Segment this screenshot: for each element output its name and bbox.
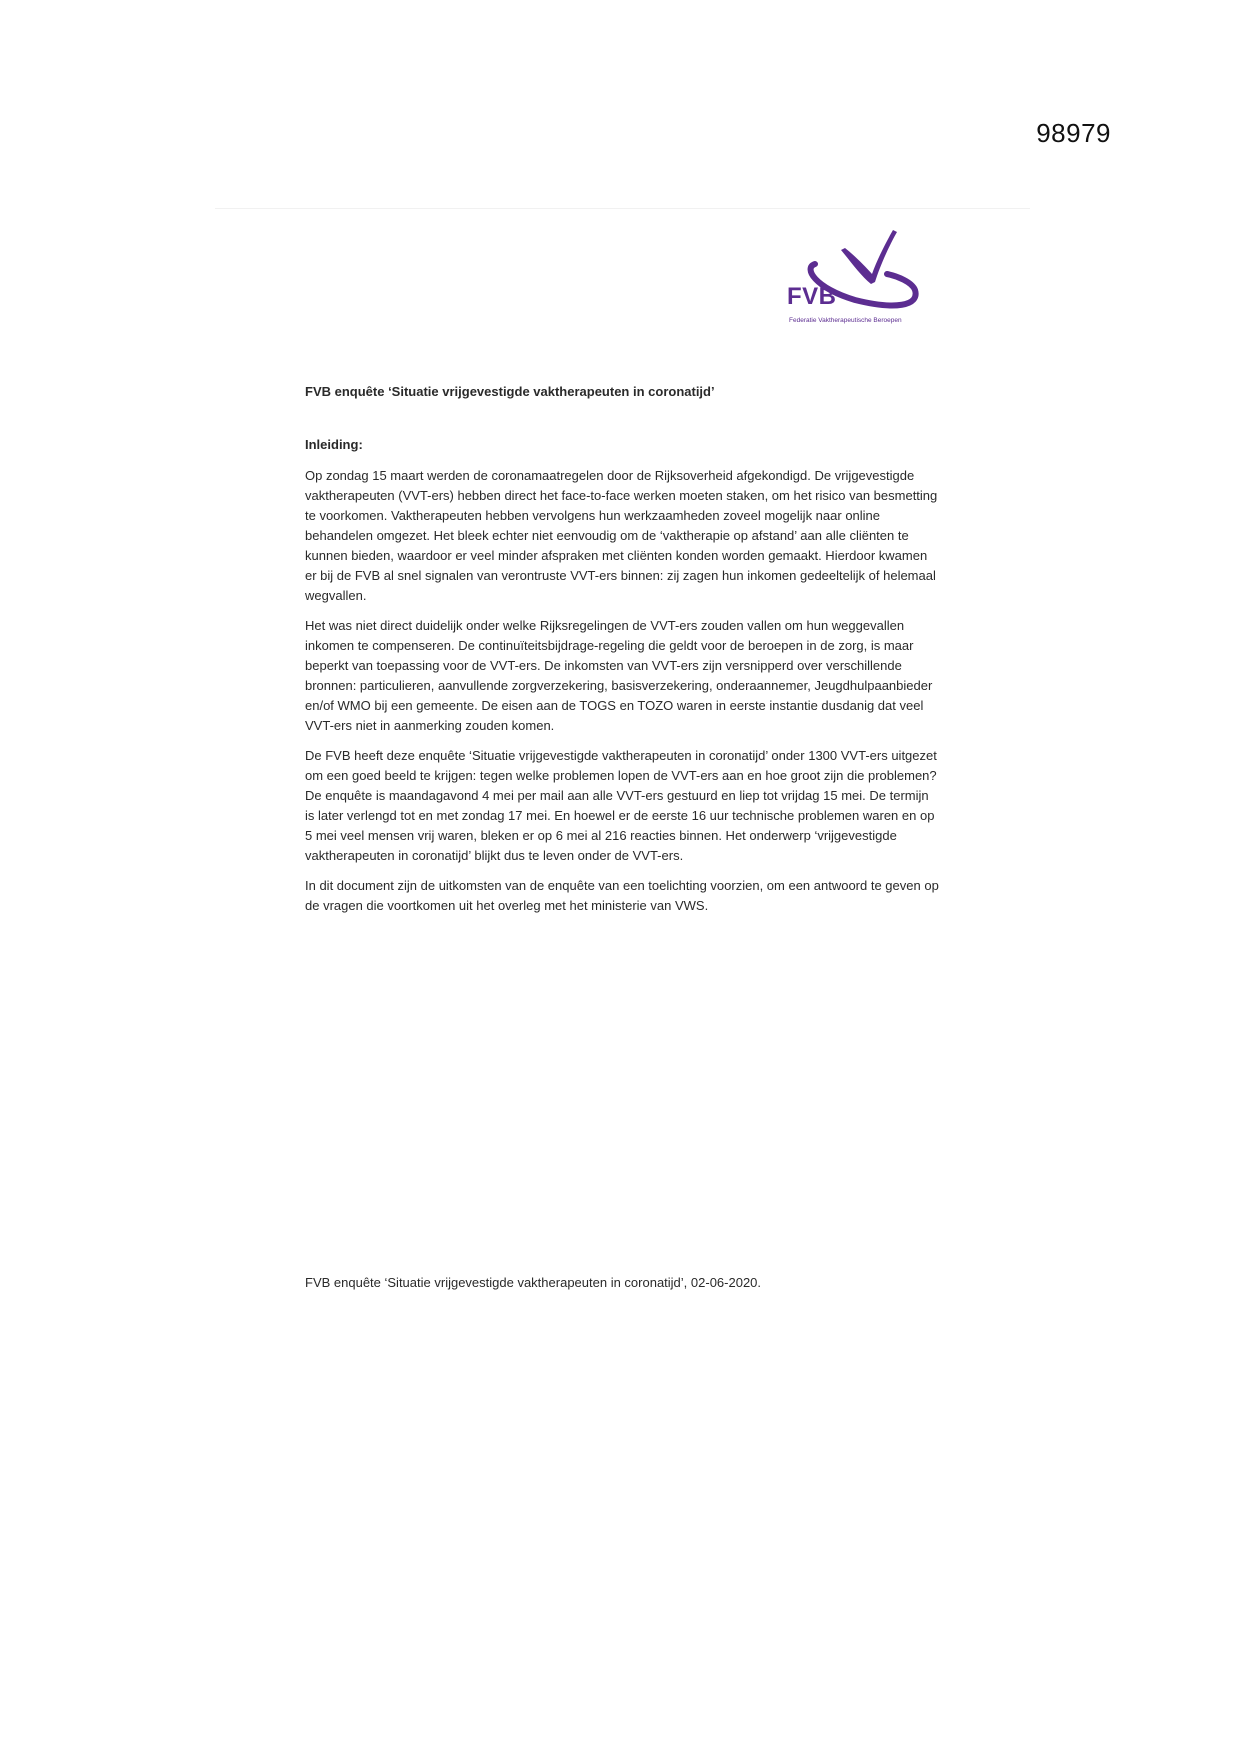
intro-heading: Inleiding: xyxy=(305,437,363,452)
paragraph-2: Het was niet direct duidelijk onder welke Rijksregelingen de VVT-ers zouden vallen om hun weggevallen inkomen te compenseren. De continuïteitsbijdrage-regeling die geldt voor de beroepen in de zorg, is maar beperkt van toepassing voor de VVT-ers. De inkomsten van VVT-ers zijn versnipperd over verschillende bronnen: particulieren, aanvullende zorgverzekering, basisverzekering, onderaannemer, Jeugdhulpaanbieder en/of WMO bij een gemeente. De eisen aan de TOGS en TOZO waren in eerste instantie dusdanig dat veel VVT-ers niet in aanmerking zouden komen. xyxy=(305,618,933,733)
document-number: 98979 xyxy=(1036,118,1111,148)
fvb-swoosh-icon xyxy=(785,228,935,328)
paragraph-3: De FVB heeft deze enquête ‘Situatie vrijgevestigde vaktherapeuten in coronatijd’ onder 1300 VVT-ers uitgezet om een goed beeld te krijgen: tegen welke problemen lopen de VVT-ers aan en hoe groot zijn die problemen? De enquête is maandagavond 4 mei per mail aan alle VVT-ers gestuurd en liep tot vrijdag 15 mei. De termijn is later verlengd tot en met zondag 17 mei. En hoewel er de eerste 16 uur technische problemen waren en op 5 mei veel mensen vrij waren, bleken er op 6 mei al 216 reacties binnen. Het onderwerp ‘vrijgevestigde vaktherapeuten in coronatijd’ blijkt dus te leven onder de VVT-ers. xyxy=(305,748,937,863)
paragraph-4: In dit document zijn de uitkomsten van de enquête van een toelichting voorzien, om een antwoord te geven op de vragen die voortkomen uit het overleg met het ministerie van VWS. xyxy=(305,878,939,913)
document-body xyxy=(305,382,941,926)
logo-text: FVB xyxy=(787,283,837,310)
fvb-logo xyxy=(785,228,935,328)
logo-subtitle: Federatie Vaktherapeutische Beroepen xyxy=(789,317,902,324)
document-title: FVB enquête ‘Situatie vrijgevestigde vaktherapeuten in coronatijd’ xyxy=(305,384,715,399)
document-footer: FVB enquête ‘Situatie vrijgevestigde vaktherapeuten in coronatijd’, 02-06-2020. xyxy=(305,1275,762,1290)
paragraph-1: Op zondag 15 maart werden de coronamaatregelen door de Rijksoverheid afgekondigd. De vrijgevestigde vaktherapeuten (VVT-ers) hebben direct het face-to-face werken moeten staken, om het risico van besmetting te voorkomen. Vaktherapeuten hebben vervolgens hun werkzaamheden zoveel mogelijk naar online behandelen omgezet. Het bleek echter niet eenvoudig om de ‘vaktherapie op afstand’ aan alle cliënten te kunnen bieden, waardoor er veel minder afspraken met cliënten konden worden gemaakt. Hierdoor kwamen er bij de FVB al snel signalen van verontruste VVT-ers binnen: zij zagen hun inkomen gedeeltelijk of helemaal wegvallen. xyxy=(305,468,938,603)
